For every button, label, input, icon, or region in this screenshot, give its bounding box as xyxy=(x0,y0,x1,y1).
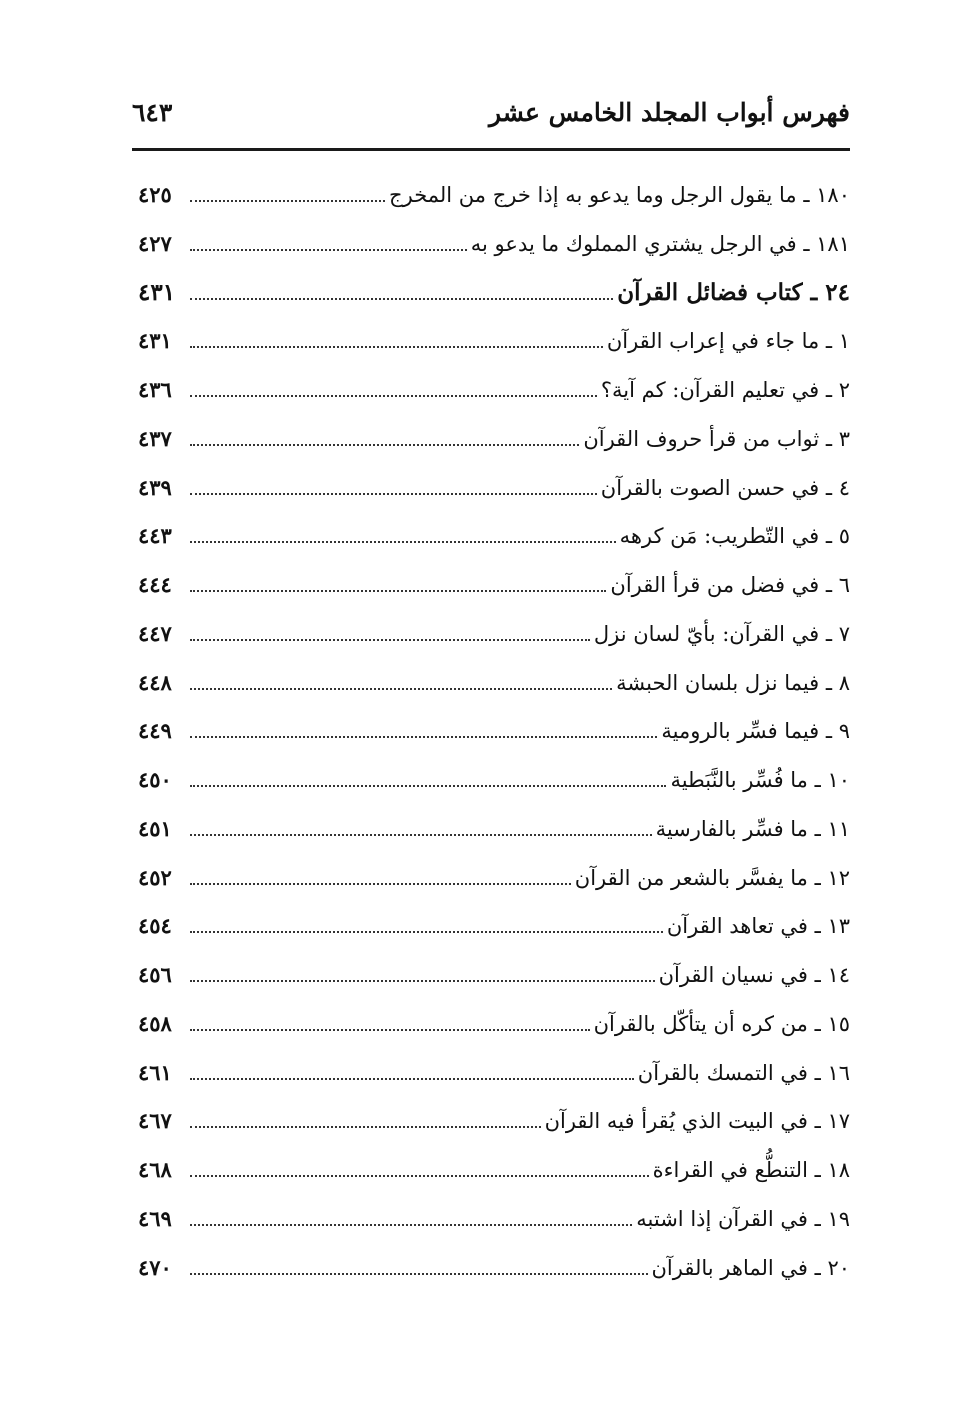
toc-entry-title: ٢ ـ في تعليم القرآن: كم آية؟ xyxy=(600,378,850,402)
toc-leader-dots xyxy=(190,883,571,885)
toc-entry xyxy=(138,1192,850,1241)
toc-entry-page-number: ٤٥٨ xyxy=(138,1010,172,1036)
toc-entry-line xyxy=(138,664,850,698)
toc-leader-dots xyxy=(190,834,652,836)
toc-leader-dots xyxy=(190,395,597,397)
toc-entry-page-number: ٤٣٩ xyxy=(138,474,172,500)
toc-entry-title: ٣ ـ ثواب من قرأ حروف القرآن xyxy=(583,426,850,451)
toc-entry xyxy=(138,314,850,363)
toc-leader-dots xyxy=(190,493,597,495)
toc-leader-dots xyxy=(190,1273,648,1275)
header-page-number: ٦٤٣ xyxy=(132,98,173,127)
toc-leader-dots xyxy=(190,200,385,202)
toc-leader-dots xyxy=(190,249,467,251)
toc-entry-line xyxy=(138,615,850,649)
toc-entry xyxy=(138,753,850,802)
toc-entry-line xyxy=(138,225,850,259)
toc-leader-dots xyxy=(190,346,603,348)
toc-entry-page-number: ٤٤٧ xyxy=(138,620,172,646)
toc-entry-title: ١١ ـ ما فسِّر بالفارسية xyxy=(655,816,850,841)
toc-entry xyxy=(138,851,850,900)
toc-entry xyxy=(138,656,850,705)
toc-entry-line xyxy=(138,1200,850,1234)
toc-entry-title: ٢٠ ـ في الماهر بالقرآن xyxy=(651,1255,850,1280)
toc-entry-line xyxy=(138,420,850,454)
toc-chapter-entry xyxy=(138,266,850,315)
toc-leader-dots xyxy=(190,298,613,300)
toc-entry-page-number: ٤٣٧ xyxy=(138,425,172,451)
toc-entry-line xyxy=(138,1102,850,1136)
toc-entry xyxy=(138,802,850,851)
toc-entry-page-number: ٤٤٤ xyxy=(138,572,172,597)
toc-entry-line xyxy=(138,566,850,600)
toc-entry xyxy=(138,363,850,412)
running-header xyxy=(132,92,850,138)
toc-leader-dots xyxy=(190,931,663,933)
toc-entry-page-number: ٤٤٨ xyxy=(138,669,172,695)
toc-entry-line xyxy=(138,371,850,405)
toc-entry xyxy=(138,948,850,997)
toc-entry-page-number: ٤٦٧ xyxy=(138,1108,172,1134)
toc-entry-line xyxy=(138,712,850,746)
toc-entry xyxy=(138,997,850,1046)
toc-entry-page-number: ٤٦٨ xyxy=(138,1157,172,1182)
toc-leader-dots xyxy=(190,1126,541,1128)
toc-entry-title: ٩ ـ فيما فسِّر بالرومية xyxy=(661,719,850,744)
toc-entry-title: ٥ ـ في التّطريب: مَن كرهه xyxy=(619,524,850,549)
toc-entry-line xyxy=(138,956,850,990)
toc-entry-page-number: ٤٧٠ xyxy=(138,1254,172,1280)
toc-leader-dots xyxy=(190,736,657,738)
toc-entry-page-number: ٤٤٩ xyxy=(138,718,172,744)
toc-entry xyxy=(138,1241,850,1290)
toc-entry-page-number: ٤٦١ xyxy=(138,1059,172,1085)
toc-entry xyxy=(138,168,850,217)
toc-entry-page-number: ٤٢٧ xyxy=(138,230,172,256)
toc-entry-title: ١ ـ ما جاء في إعراب القرآن xyxy=(606,329,850,354)
toc-entry-page-number: ٤٥٢ xyxy=(138,864,172,890)
toc-entry-title: ١٤ ـ في نسيان القرآن xyxy=(658,963,850,987)
toc-entry-line xyxy=(138,1005,850,1039)
toc-leader-dots xyxy=(190,980,655,982)
header-title: فهرس أبواب المجلد الخامس عشر xyxy=(488,98,850,127)
toc-entry-line xyxy=(138,810,850,844)
toc-leader-dots xyxy=(190,639,590,641)
toc-entry xyxy=(138,412,850,461)
toc-leader-dots xyxy=(190,590,606,592)
header-rule xyxy=(132,148,850,151)
toc-entry-line xyxy=(138,517,850,551)
toc-entry-title: ١٨ ـ التنطُّع في القراءة xyxy=(652,1158,850,1182)
toc-entry-title: ١٥ ـ من كره أن يتأكّل بالقرآن xyxy=(593,1011,850,1036)
toc-entry-page-number: ٤٣٦ xyxy=(138,377,172,402)
toc-entry-title: ١٦ ـ في التمسك بالقرآن xyxy=(637,1060,850,1085)
toc-entry xyxy=(138,704,850,753)
toc-entry-title: ٦ ـ في فضل من قرأ القرآن xyxy=(610,573,850,597)
toc-entry-line xyxy=(138,859,850,893)
toc-leader-dots xyxy=(190,1224,632,1226)
toc-entry xyxy=(138,899,850,948)
toc-entry-title: ١٢ ـ ما يفسَّر بالشعر من القرآن xyxy=(574,865,850,890)
toc-entry-page-number: ٤٥٦ xyxy=(138,962,172,987)
toc-entry-page-number: ٤٥١ xyxy=(138,815,172,841)
toc-entry-line xyxy=(138,907,850,941)
toc-entry xyxy=(138,558,850,607)
toc-entry xyxy=(138,509,850,558)
toc-entry-page-number: ٤٤٣ xyxy=(138,523,172,549)
toc-entry-title: ٨ ـ فيما نزل بلسان الحبشة xyxy=(616,670,850,695)
toc-leader-dots xyxy=(190,1078,634,1080)
toc-entry-title: ١٧ ـ في البيت الذي يُقرأ فيه القرآن xyxy=(544,1109,850,1134)
toc-entry xyxy=(138,461,850,510)
toc-entry-line xyxy=(138,761,850,795)
toc-entry-title: ٢٤ ـ كتاب فضائل القرآن xyxy=(617,278,850,306)
toc-leader-dots xyxy=(190,1175,649,1177)
toc-entry xyxy=(138,607,850,656)
toc-entry-line xyxy=(138,1249,850,1283)
toc-leader-dots xyxy=(190,1029,590,1031)
toc-entry-page-number: ٤٢٥ xyxy=(138,182,172,207)
toc-entry-title: ١٨١ ـ في الرجل يشتري المملوك ما يدعو به xyxy=(470,231,850,256)
toc-entry-line xyxy=(138,1151,850,1185)
toc-entry xyxy=(138,217,850,266)
toc-entry-title: ٧ ـ في القرآن: بأيّ لسان نزل xyxy=(593,621,850,646)
toc-leader-dots xyxy=(190,541,616,543)
toc-entry-line xyxy=(138,176,850,210)
toc-entry-line xyxy=(138,274,850,308)
toc-entry xyxy=(138,1094,850,1143)
toc-leader-dots xyxy=(190,688,612,690)
toc-entry xyxy=(138,1143,850,1192)
toc-entry-title: ٤ ـ في حسن الصوت بالقرآن xyxy=(600,475,850,500)
toc-entry-line xyxy=(138,322,850,356)
toc-entry-title: ١٠ ـ ما فُسِّر بالنَّبَطية xyxy=(670,768,850,792)
toc-entry-line xyxy=(138,1054,850,1088)
toc-entry-title: ١٣ ـ في تعاهد القرآن xyxy=(666,914,850,939)
toc-entry-page-number: ٤٥٠ xyxy=(138,767,172,792)
toc-entry-title: ١٨٠ ـ ما يقول الرجل وما يدعو به إذا خرج من المخرج xyxy=(389,183,850,207)
toc-leader-dots xyxy=(190,444,579,446)
toc-entry-title: ١٩ ـ في القرآن إذا اشتبه xyxy=(636,1206,850,1231)
toc-entry-page-number: ٤٣١ xyxy=(138,328,172,354)
table-of-contents xyxy=(138,168,850,1289)
toc-entry xyxy=(138,1046,850,1095)
toc-entry-line xyxy=(138,469,850,503)
toc-leader-dots xyxy=(190,785,666,787)
toc-entry-page-number: ٤٦٩ xyxy=(138,1205,172,1231)
toc-entry-page-number: ٤٥٤ xyxy=(138,913,172,939)
toc-entry-page-number: ٤٣١ xyxy=(138,278,176,306)
